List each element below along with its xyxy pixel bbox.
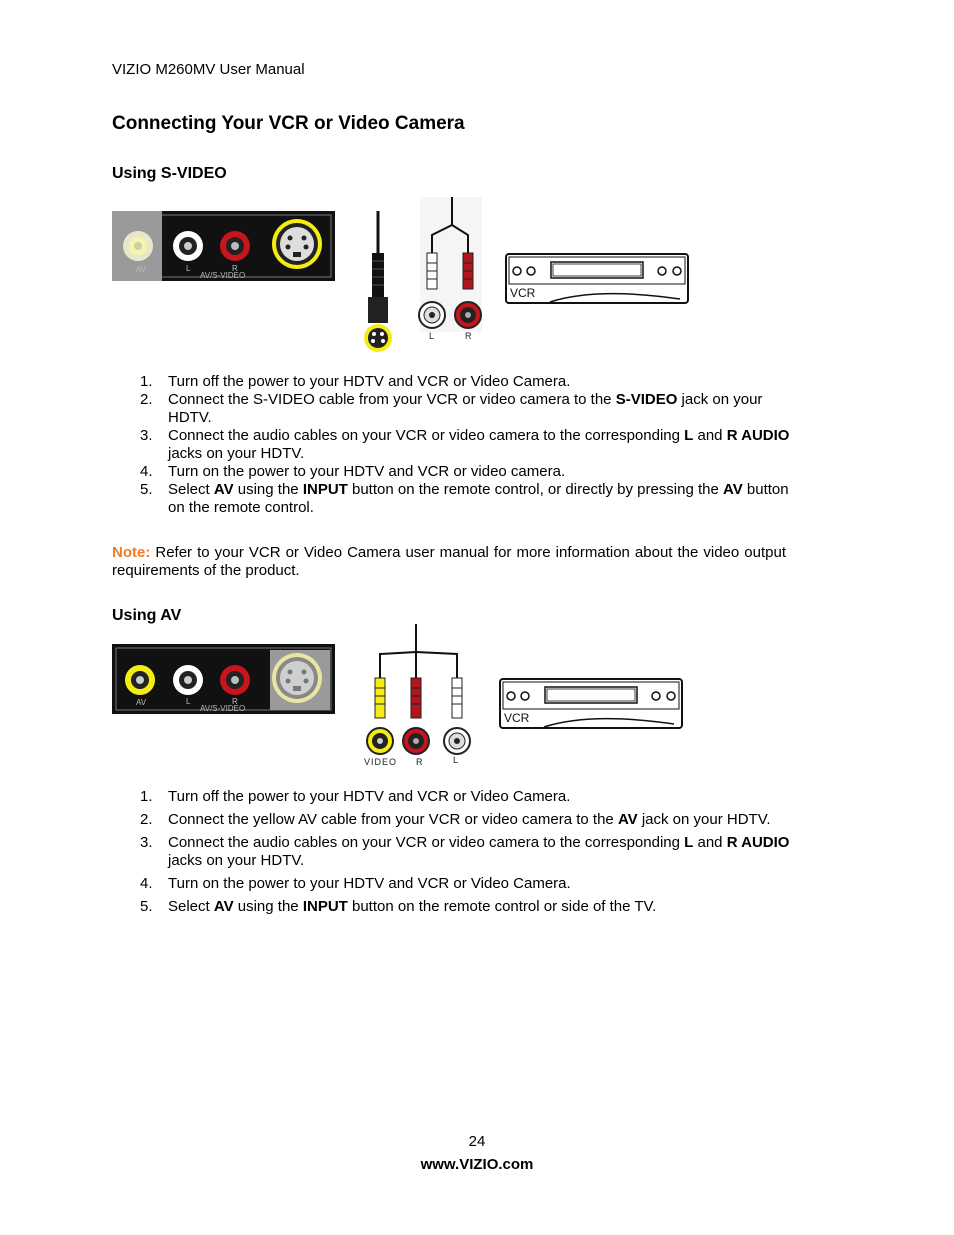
step-text: jacks on your HDTV. <box>168 445 305 462</box>
svideo-steps <box>112 373 792 517</box>
step-number: 1. <box>140 788 153 805</box>
panel-label-l: L <box>186 264 191 273</box>
vcr-device-2 <box>499 678 683 729</box>
svideo-heading: Using S-VIDEO <box>112 165 227 182</box>
step-number: 4. <box>140 875 153 892</box>
note-text: Refer to your VCR or Video Camera user manual for more information about the video output requirements of the product. <box>112 544 786 579</box>
footer-website: www.VIZIO.com <box>420 1156 534 1173</box>
step-text: jacks on your HDTV. <box>168 852 305 869</box>
step-emphasis: AV <box>213 898 234 915</box>
step-number: 4. <box>140 463 153 480</box>
step-emphasis: INPUT <box>302 481 348 498</box>
step-text: Select <box>168 481 214 498</box>
step-text: Connect the yellow AV cable from your VCR or video camera to the <box>168 811 618 828</box>
step-text: Connect the audio cables on your VCR or video camera to the corresponding <box>168 834 685 851</box>
step-number: 3. <box>140 834 153 851</box>
vcr-label: VCR <box>504 711 530 725</box>
step-number: 2. <box>140 811 153 828</box>
step-text: using the <box>233 481 303 498</box>
panel-label-avs: AV/S-VIDEO <box>200 271 246 280</box>
step-text: button on the remote control or side of the TV. <box>347 898 657 915</box>
step-text: button on the remote control, or directly by pressing the <box>347 481 724 498</box>
step-item <box>112 373 792 391</box>
step-text: Connect the audio cables on your VCR or video camera to the corresponding <box>168 427 685 444</box>
step-text: Turn off the power to your HDTV and VCR or Video Camera. <box>168 788 571 805</box>
step-item <box>112 875 792 893</box>
step-text: Turn off the power to your HDTV and VCR or Video Camera. <box>168 373 571 390</box>
cable-label-r: R <box>465 331 472 341</box>
step-item <box>112 811 792 829</box>
panel-label-av: AV <box>136 698 147 707</box>
step-item <box>112 463 792 481</box>
step-item <box>112 898 792 916</box>
panel-label-avs: AV/S-VIDEO <box>200 704 246 713</box>
page-number: 24 <box>468 1133 486 1150</box>
panel-label-l: L <box>186 697 191 706</box>
step-number: 3. <box>140 427 153 444</box>
step-text: and <box>693 834 727 851</box>
step-text: Connect the S-VIDEO cable from your VCR or video camera to the <box>168 391 616 408</box>
step-emphasis: R AUDIO <box>726 427 790 444</box>
step-text: using the <box>233 898 303 915</box>
step-emphasis: AV <box>213 481 234 498</box>
step-text: and <box>693 427 727 444</box>
tv-input-panel-svideo <box>112 211 335 281</box>
step-emphasis: S-VIDEO <box>615 391 678 408</box>
step-text: Turn on the power to your HDTV and VCR or video camera. <box>168 463 566 480</box>
step-emphasis: L <box>684 834 694 851</box>
step-item <box>112 788 792 806</box>
cable-label-l: L <box>429 331 435 341</box>
step-emphasis: L <box>684 427 694 444</box>
step-text: jack on your HDTV. <box>637 811 771 828</box>
step-text: Select <box>168 898 214 915</box>
panel-label-r: R <box>232 264 238 273</box>
note-label: Note: <box>112 544 151 561</box>
composite-av-cables <box>360 624 475 770</box>
step-emphasis: INPUT <box>302 898 348 915</box>
cable-label-video: VIDEO <box>364 757 398 767</box>
step-number: 5. <box>140 481 153 498</box>
step-item <box>112 834 792 870</box>
av-heading: Using AV <box>112 607 182 624</box>
tv-input-panel-av <box>112 644 335 714</box>
step-item <box>112 427 792 463</box>
note-paragraph <box>112 544 786 580</box>
vcr-label: VCR <box>510 286 536 300</box>
step-emphasis: AV <box>723 481 743 498</box>
cable-label-r: R <box>416 757 423 767</box>
step-text: jack on your HDTV. <box>168 391 763 426</box>
page-title: Connecting Your VCR or Video Camera <box>112 113 465 134</box>
panel-label-r: R <box>232 697 238 706</box>
step-text: Turn on the power to your HDTV and VCR or Video Camera. <box>168 875 571 892</box>
step-number: 2. <box>140 391 153 408</box>
manual-header: VIZIO M260MV User Manual <box>112 61 305 78</box>
panel-label-av: AV <box>136 265 147 274</box>
svideo-and-audio-cables <box>358 197 488 355</box>
vcr-device-1 <box>505 253 689 304</box>
cable-label-l: L <box>453 755 459 765</box>
step-text: button on the remote control. <box>168 481 789 516</box>
step-emphasis: R AUDIO <box>726 834 790 851</box>
step-item <box>112 481 792 517</box>
step-number: 5. <box>140 898 153 915</box>
step-emphasis: AV <box>617 811 638 828</box>
step-number: 1. <box>140 373 153 390</box>
step-item <box>112 391 792 427</box>
av-steps <box>112 788 792 916</box>
